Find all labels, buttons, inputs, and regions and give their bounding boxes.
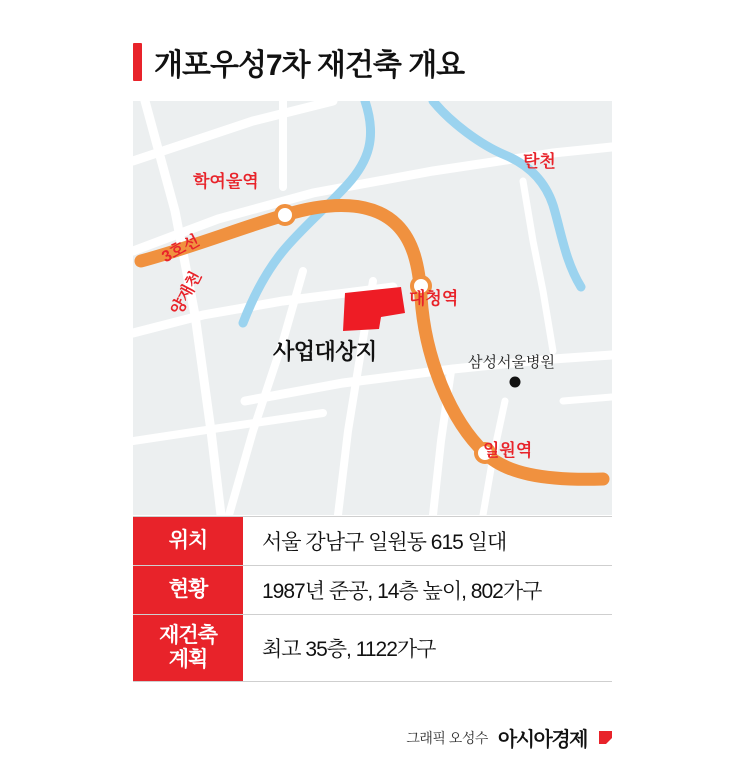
info-value-plan: 최고 35층, 1122가구 xyxy=(245,615,612,681)
table-row xyxy=(133,517,612,566)
info-label-status: 현황 xyxy=(133,566,245,614)
info-label-plan-line2: 계획 xyxy=(168,648,208,671)
brand-name: 아시아경제 xyxy=(497,729,587,751)
info-value-location: 서울 강남구 일원동 615 일대 xyxy=(245,517,612,565)
table-row xyxy=(133,566,612,615)
map-panel xyxy=(133,101,612,515)
info-label-plan-line1: 재건축 xyxy=(159,623,217,647)
page-title xyxy=(133,40,464,84)
info-table xyxy=(133,516,612,682)
title-accent-bar xyxy=(133,43,142,81)
page-title-text: 개포우성7차 재건축 개요 xyxy=(154,49,465,82)
map-label-project-site: 사업대상지 xyxy=(273,339,377,364)
station-marker-daecheong xyxy=(412,277,430,295)
map-graphic xyxy=(133,101,612,515)
table-row xyxy=(133,615,612,682)
brand-mark-icon xyxy=(599,731,612,744)
map-label-yangjaecheon: 양재천 xyxy=(168,268,206,318)
hospital-marker xyxy=(510,377,521,388)
station-marker-hakyeoul xyxy=(276,206,294,224)
station-marker-ilwon xyxy=(476,444,494,462)
info-value-status: 1987년 준공, 14층 높이, 802가구 xyxy=(245,566,612,614)
map-label-line3: 3호선 xyxy=(159,232,203,267)
info-label-location: 위치 xyxy=(133,517,245,565)
info-label-plan xyxy=(133,615,245,681)
map-label-ilwon: 일원역 xyxy=(483,441,533,460)
map-label-hakyeoul: 학여울역 xyxy=(193,172,259,191)
footer xyxy=(406,723,612,752)
map-label-tancheon: 탄천 xyxy=(523,152,556,171)
map-label-hospital: 삼성서울병원 xyxy=(468,354,555,371)
map-label-daecheong: 대청역 xyxy=(409,289,459,308)
graphic-credit: 그래픽 오성수 xyxy=(406,729,488,746)
